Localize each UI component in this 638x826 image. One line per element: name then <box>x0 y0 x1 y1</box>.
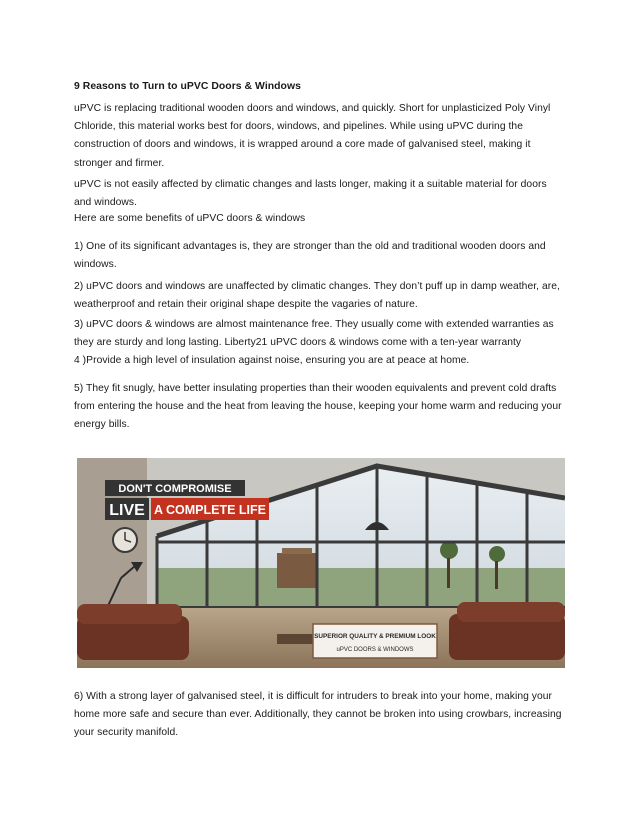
paragraph-benefits-intro: Here are some benefits of uPVC doors & windows <box>74 213 306 224</box>
paragraph-intro: uPVC is replacing traditional wooden doors and windows, and quickly. Short for unplasticized Poly Vinyl Chloride, this material works best for doors, windows, and pipelines. While using uPVC during the construction of doors and windows, it is wrapped around a core made of galvanised steel, making it stronger and firmer. <box>74 103 551 169</box>
badge-line2: uPVC DOORS & WINDOWS <box>336 647 414 653</box>
benefit-2: 2) uPVC doors and windows are unaffected by climatic changes. They don’t puff up in damp weather, are, weatherproof and retain their original shape despite the vagaries of nature. <box>74 281 560 311</box>
benefit-5: 5) They fit snugly, have better insulating properties than their wooden equivalents and prevent cold drafts from entering the house and the heat from leaving the house, keeping your home warm and reducing your energy bills. <box>74 383 562 431</box>
banner-image <box>77 458 565 668</box>
benefit-4: 4 )Provide a high level of insulation against noise, ensuring you are at peace at home. <box>74 355 470 366</box>
badge-line1: SUPERIOR QUALITY & PREMIUM LOOK <box>314 633 436 640</box>
benefit-6: 6) With a strong layer of galvanised steel, it is difficult for intruders to break into your home, making your home more safe and secure than ever. Additionally, they cannot be broken into using crowbars, increasing your security manifold. <box>74 691 562 739</box>
benefit-3: 3) uPVC doors & windows are almost maintenance free. They usually come with extended warranties as they are sturdy and long lasting. Liberty21 uPVC doors & windows come with a ten-year warranty <box>74 319 554 349</box>
benefit-1: 1) One of its significant advantages is, they are stronger than the old and traditional wooden doors and windows. <box>74 241 546 271</box>
banner-headline-live: LIVE <box>109 502 145 519</box>
banner-headline-line1: DON'T COMPROMISE <box>118 483 232 495</box>
document-title: 9 Reasons to Turn to uPVC Doors & Windows <box>74 81 301 92</box>
paragraph-climate: uPVC is not easily affected by climatic changes and lasts longer, making it a suitable material for doors and windows. <box>74 179 547 209</box>
banner-headline-rest: A COMPLETE LIFE <box>153 503 267 517</box>
